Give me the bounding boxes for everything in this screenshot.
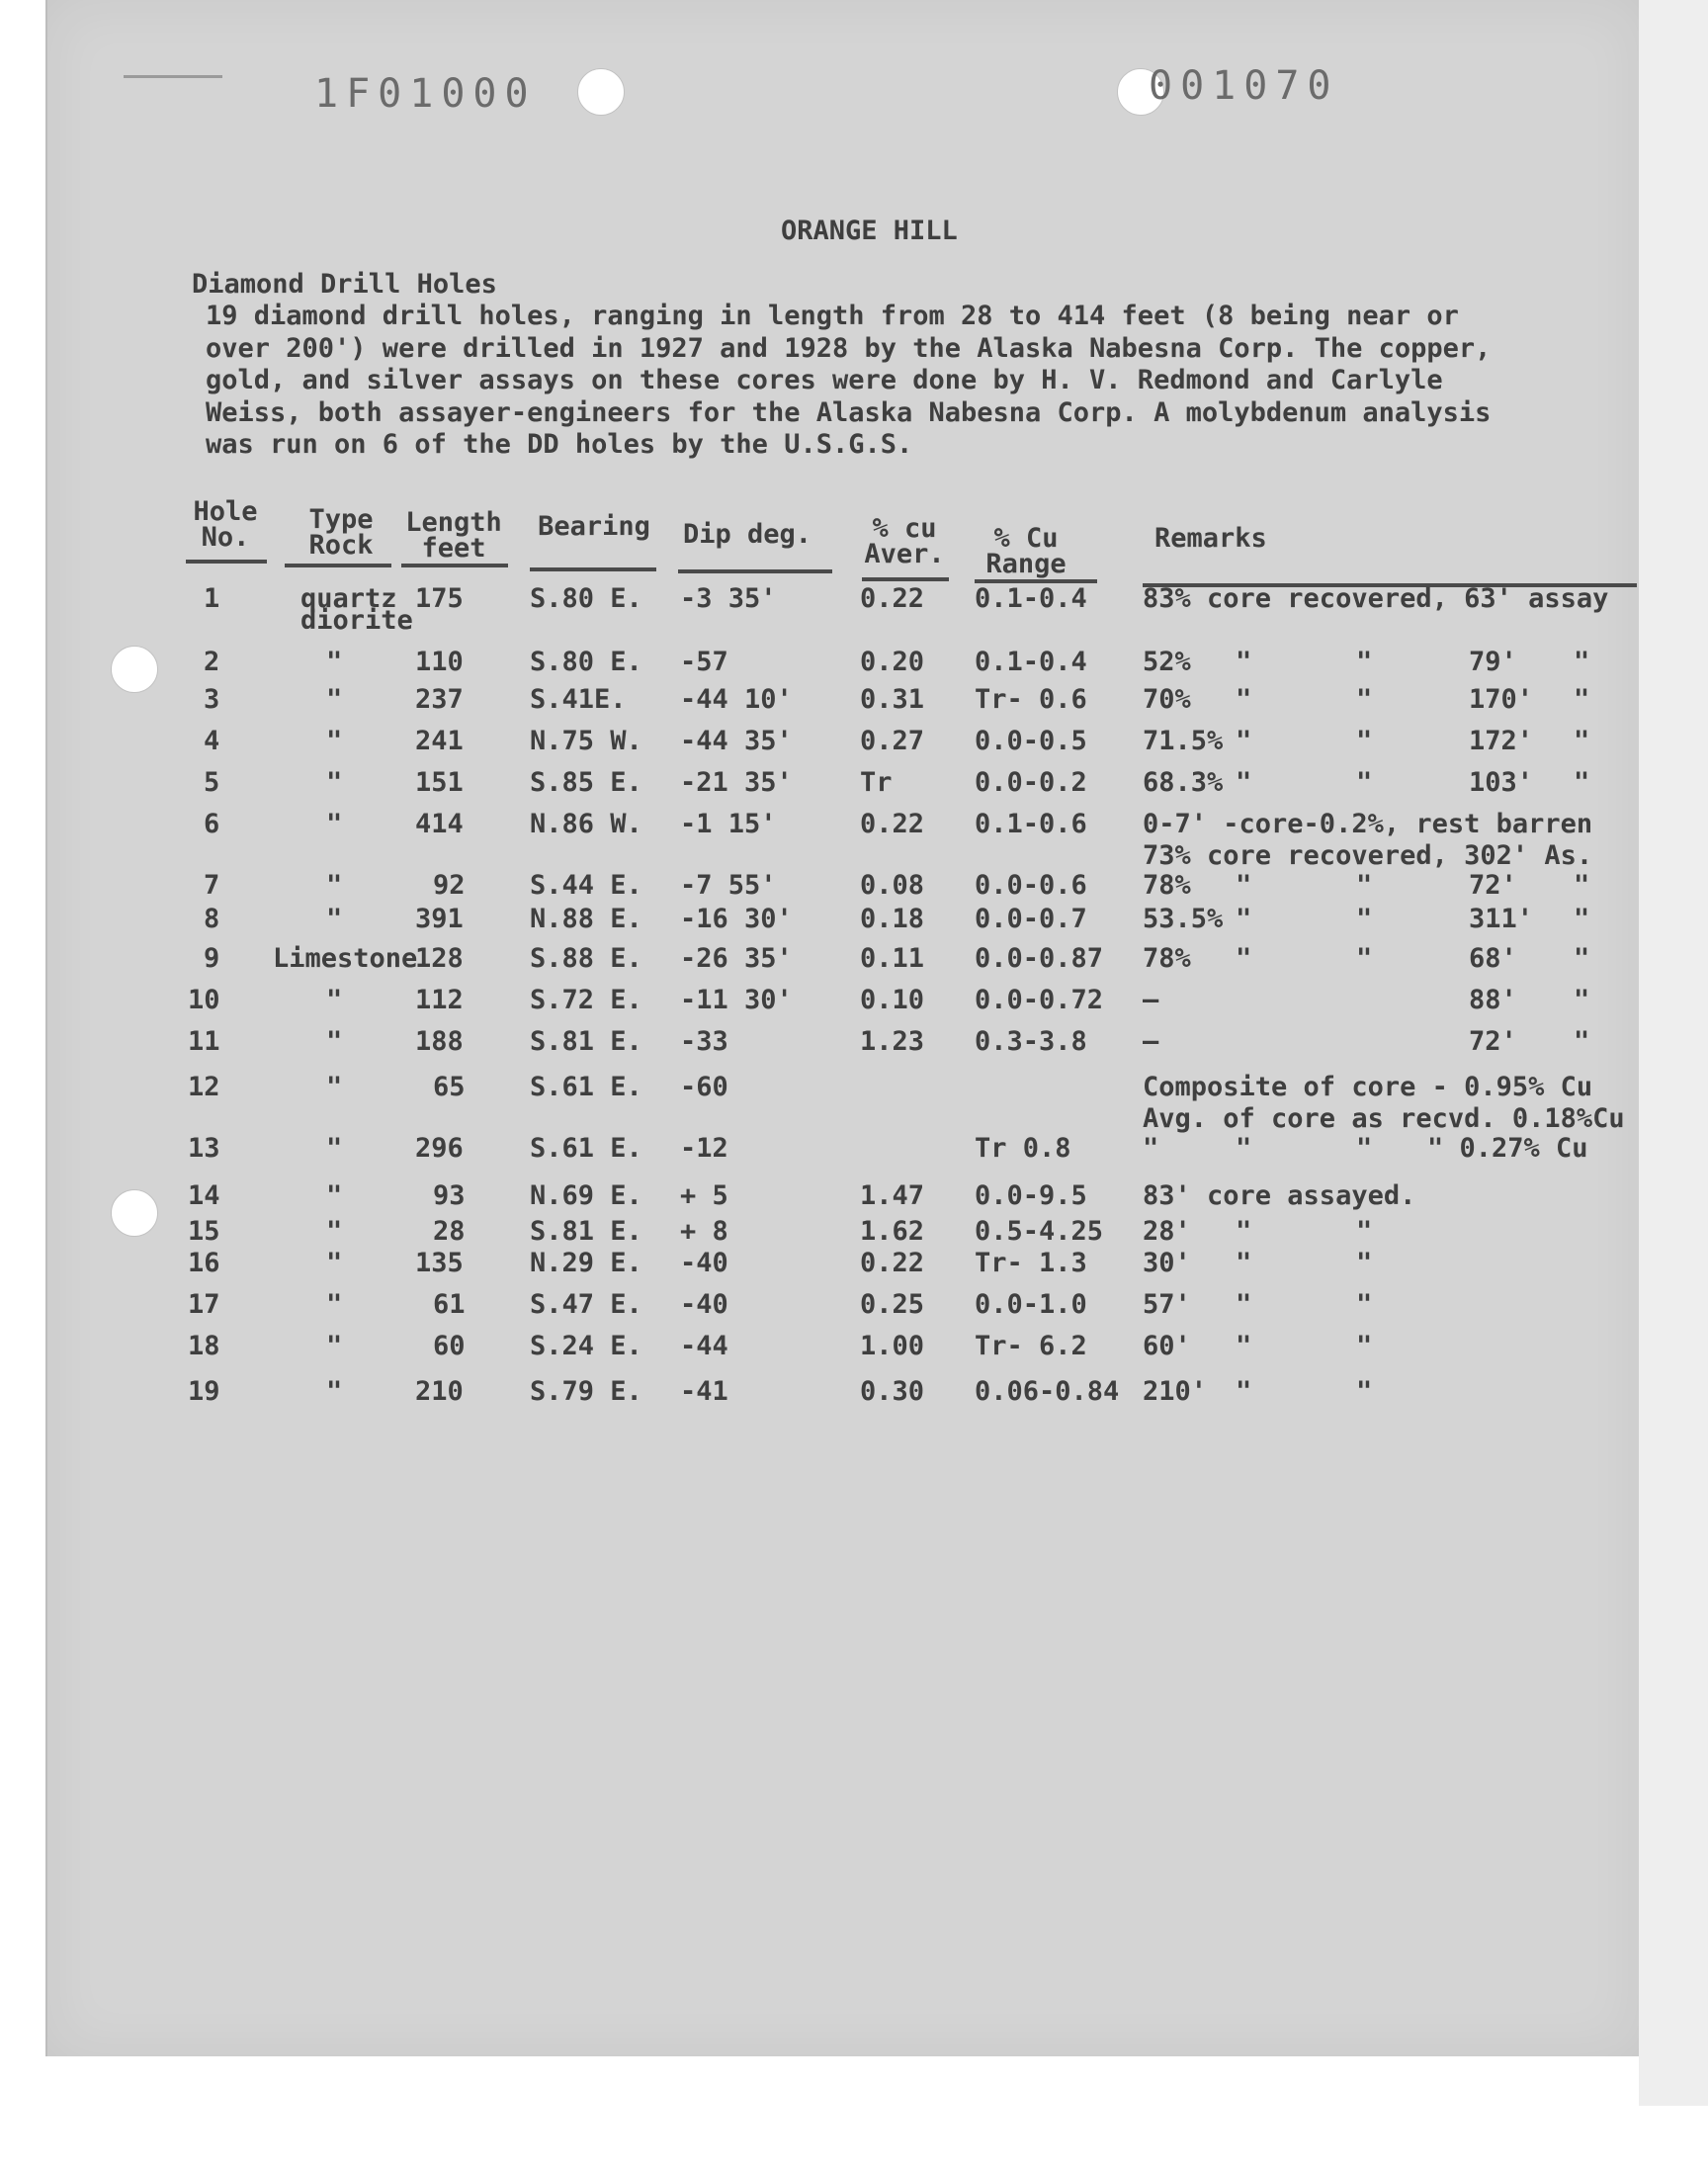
cell-type-rock: " bbox=[326, 1180, 343, 1211]
cell-remarks-ditto: " bbox=[1236, 904, 1252, 934]
cell-remarks: 78% bbox=[1143, 870, 1191, 901]
cell-remarks-footage: 88' bbox=[1469, 985, 1517, 1015]
cell-length: 241 bbox=[415, 726, 464, 756]
cell-remarks-ditto: " bbox=[1356, 870, 1373, 901]
cell-cu-range: 0.1-0.4 bbox=[975, 583, 1087, 614]
cell-length: 128 bbox=[415, 943, 464, 974]
punch-hole bbox=[577, 68, 625, 116]
cell-remarks: 68.3% bbox=[1143, 767, 1224, 798]
cell-remarks-ditto: " bbox=[1574, 1026, 1590, 1057]
cell-cu-aver: 0.08 bbox=[860, 870, 925, 901]
cell-remarks: 28' bbox=[1143, 1216, 1191, 1247]
cell-remarks-ditto: " bbox=[1574, 985, 1590, 1015]
cell-remarks-footage: 72' bbox=[1469, 870, 1517, 901]
paragraph-line: was run on 6 of the DD holes by the U.S.G.S. bbox=[206, 429, 913, 460]
cell-remarks-ditto: " bbox=[1356, 1331, 1373, 1361]
cell-dip: -60 bbox=[680, 1072, 728, 1102]
header-rule bbox=[285, 564, 391, 567]
cell-hole-no: 5 bbox=[204, 767, 220, 798]
header-length-feet: Length feet bbox=[405, 507, 502, 564]
cell-remarks-ditto: " bbox=[1236, 1331, 1252, 1361]
cell-dip: -41 bbox=[680, 1376, 728, 1407]
stamp-number-left: 1F01000 bbox=[314, 71, 537, 117]
cell-cu-aver: 0.27 bbox=[860, 726, 925, 756]
cell-hole-no: 10 bbox=[188, 985, 220, 1015]
cell-bearing: S.80 E. bbox=[530, 647, 642, 677]
cell-type-rock: " bbox=[326, 904, 343, 934]
header-dip: Dip deg. bbox=[682, 519, 812, 550]
cell-length: 110 bbox=[415, 647, 464, 677]
cell-cu-aver: 0.22 bbox=[860, 1248, 925, 1278]
cell-length: 92 bbox=[433, 870, 466, 901]
cell-remarks-footage: 170' bbox=[1469, 684, 1534, 715]
cell-bearing: N.75 W. bbox=[530, 726, 642, 756]
cell-remarks: 57' bbox=[1143, 1289, 1191, 1320]
cell-remarks: 60' bbox=[1143, 1331, 1191, 1361]
cell-remarks-ditto: " bbox=[1356, 1133, 1373, 1164]
cell-remarks: 83' core assayed. bbox=[1143, 1180, 1416, 1211]
cell-cu-range: Tr- 1.3 bbox=[975, 1248, 1087, 1278]
cell-cu-aver: 1.62 bbox=[860, 1216, 925, 1247]
cell-length: 65 bbox=[433, 1072, 466, 1102]
cell-bearing: S.61 E. bbox=[530, 1072, 642, 1102]
cell-dip: -12 bbox=[680, 1133, 728, 1164]
header-cu-aver: % cu Aver. bbox=[864, 513, 945, 569]
paragraph-line: over 200') were drilled in 1927 and 1928 by the Alaska Nabesna Corp. The copper, bbox=[206, 332, 1492, 364]
cell-remarks-ditto: " bbox=[1356, 1289, 1373, 1320]
cell-cu-aver: 0.22 bbox=[860, 583, 925, 614]
cell-bearing: S.81 E. bbox=[530, 1026, 642, 1057]
cell-remarks-ditto: " bbox=[1356, 943, 1373, 974]
cell-type-rock: " bbox=[326, 1026, 343, 1057]
cell-bearing: S.24 E. bbox=[530, 1331, 642, 1361]
cell-dip: -40 bbox=[680, 1248, 728, 1278]
cell-type-rock: " bbox=[326, 809, 343, 839]
cell-cu-aver: 0.10 bbox=[860, 985, 925, 1015]
cell-hole-no: 4 bbox=[204, 726, 220, 756]
cell-dip: -11 30' bbox=[680, 985, 793, 1015]
cell-cu-range: 0.0-0.5 bbox=[975, 726, 1087, 756]
cell-remarks-ditto: " bbox=[1236, 1376, 1252, 1407]
cell-remarks-ditto: " bbox=[1574, 726, 1590, 756]
cell-remarks-ditto: " bbox=[1236, 726, 1252, 756]
punch-hole bbox=[111, 1189, 158, 1237]
cell-hole-no: 11 bbox=[188, 1026, 220, 1057]
cell-bearing: S.79 E. bbox=[530, 1376, 642, 1407]
cell-remarks: " bbox=[1143, 1133, 1159, 1164]
cell-cu-range: 0.1-0.6 bbox=[975, 809, 1087, 839]
cell-cu-range: 0.06-0.84 bbox=[975, 1376, 1120, 1407]
cell-length: 237 bbox=[415, 684, 464, 715]
cell-remarks: Avg. of core as recvd. 0.18%Cu bbox=[1143, 1103, 1625, 1134]
cell-length: 188 bbox=[415, 1026, 464, 1057]
header-remarks: Remarks bbox=[1154, 523, 1267, 554]
cell-cu-aver: 0.18 bbox=[860, 904, 925, 934]
header-cu-range: % Cu Range bbox=[985, 523, 1067, 579]
cell-bearing: N.29 E. bbox=[530, 1248, 642, 1278]
cell-remarks: 83% core recovered, 63' assay bbox=[1143, 583, 1609, 614]
cell-cu-aver: 0.20 bbox=[860, 647, 925, 677]
cell-hole-no: 18 bbox=[188, 1331, 220, 1361]
cell-remarks-ditto: " bbox=[1356, 767, 1373, 798]
cell-bearing: S.41E. bbox=[530, 684, 627, 715]
cell-type-rock: " bbox=[326, 985, 343, 1015]
cell-type-rock: " bbox=[326, 1216, 343, 1247]
cell-cu-range: 0.0-9.5 bbox=[975, 1180, 1087, 1211]
cell-type-rock: Limestone bbox=[273, 943, 418, 974]
cell-length: 61 bbox=[433, 1289, 466, 1320]
cell-bearing: S.61 E. bbox=[530, 1133, 642, 1164]
cell-length: 112 bbox=[415, 985, 464, 1015]
cell-dip: + 8 bbox=[680, 1216, 728, 1247]
cell-type-rock: diorite bbox=[300, 605, 413, 636]
cell-cu-aver: Tr bbox=[860, 767, 893, 798]
cell-cu-aver: 1.23 bbox=[860, 1026, 925, 1057]
header-bearing: Bearing bbox=[538, 511, 650, 542]
cell-hole-no: 3 bbox=[204, 684, 220, 715]
cell-dip: -3 35' bbox=[680, 583, 777, 614]
header-rule bbox=[678, 569, 832, 573]
cell-hole-no: 13 bbox=[188, 1133, 220, 1164]
cell-remarks: 53.5% bbox=[1143, 904, 1224, 934]
cell-remarks-ditto: " bbox=[1574, 767, 1590, 798]
cell-dip: -44 35' bbox=[680, 726, 793, 756]
cell-dip: -1 15' bbox=[680, 809, 777, 839]
cell-dip: -33 bbox=[680, 1026, 728, 1057]
cell-dip: -21 35' bbox=[680, 767, 793, 798]
header-type-rock: Type Rock bbox=[308, 504, 374, 561]
cell-type-rock: " bbox=[326, 1331, 343, 1361]
cell-hole-no: 12 bbox=[188, 1072, 220, 1102]
header-rule bbox=[186, 560, 267, 564]
cell-bearing: S.85 E. bbox=[530, 767, 642, 798]
cell-type-rock: " bbox=[326, 1133, 343, 1164]
cell-length: 414 bbox=[415, 809, 464, 839]
header-rule bbox=[862, 577, 949, 581]
cell-remarks-ditto: " bbox=[1574, 904, 1590, 934]
cell-remarks-ditto: " bbox=[1356, 647, 1373, 677]
scan-margin bbox=[1639, 0, 1708, 2106]
pencil-mark bbox=[124, 75, 222, 78]
cell-cu-range: 0.0-1.0 bbox=[975, 1289, 1087, 1320]
header-hole-no: Hole No. bbox=[193, 496, 258, 553]
cell-remarks: — bbox=[1143, 1026, 1159, 1057]
cell-remarks-footage: 79' bbox=[1469, 647, 1517, 677]
cell-type-rock: " bbox=[326, 870, 343, 901]
cell-remarks: — bbox=[1143, 985, 1159, 1015]
cell-remarks: 52% bbox=[1143, 647, 1191, 677]
cell-length: 296 bbox=[415, 1133, 464, 1164]
punch-hole bbox=[111, 646, 158, 693]
cell-length: 210 bbox=[415, 1376, 464, 1407]
cell-cu-aver: 0.11 bbox=[860, 943, 925, 974]
cell-remarks: 71.5% bbox=[1143, 726, 1224, 756]
cell-remarks-ditto: " bbox=[1236, 870, 1252, 901]
cell-remarks-ditto: " bbox=[1236, 767, 1252, 798]
cell-bearing: S.44 E. bbox=[530, 870, 642, 901]
cell-remarks-footage: 68' bbox=[1469, 943, 1517, 974]
cell-cu-range: 0.0-0.87 bbox=[975, 943, 1104, 974]
cell-dip: -7 55' bbox=[680, 870, 777, 901]
cell-hole-no: 15 bbox=[188, 1216, 220, 1247]
cell-length: 391 bbox=[415, 904, 464, 934]
cell-remarks-ditto: " bbox=[1236, 943, 1252, 974]
cell-remarks-ditto: " bbox=[1236, 1133, 1252, 1164]
cell-length: 60 bbox=[433, 1331, 466, 1361]
cell-bearing: N.69 E. bbox=[530, 1180, 642, 1211]
cell-bearing: S.88 E. bbox=[530, 943, 642, 974]
cell-hole-no: 7 bbox=[204, 870, 220, 901]
cell-remarks-ditto: " bbox=[1574, 684, 1590, 715]
cell-cu-range: Tr 0.8 bbox=[975, 1133, 1071, 1164]
cell-cu-range: 0.0-0.7 bbox=[975, 904, 1087, 934]
cell-length: 135 bbox=[415, 1248, 464, 1278]
cell-dip: -44 10' bbox=[680, 684, 793, 715]
header-rule bbox=[530, 567, 656, 571]
cell-remarks-ditto: " bbox=[1356, 684, 1373, 715]
cell-remarks: 30' bbox=[1143, 1248, 1191, 1278]
header-rule bbox=[401, 564, 508, 567]
cell-bearing: S.47 E. bbox=[530, 1289, 642, 1320]
cell-cu-range: Tr- 6.2 bbox=[975, 1331, 1087, 1361]
cell-type-rock: " bbox=[326, 1376, 343, 1407]
cell-type-rock: " bbox=[326, 1289, 343, 1320]
cell-cu-range: 0.3-3.8 bbox=[975, 1026, 1087, 1057]
cell-length: 151 bbox=[415, 767, 464, 798]
cell-hole-no: 2 bbox=[204, 647, 220, 677]
cell-type-rock: " bbox=[326, 767, 343, 798]
cell-bearing: S.81 E. bbox=[530, 1216, 642, 1247]
cell-length: 93 bbox=[433, 1180, 466, 1211]
cell-length: 175 bbox=[415, 583, 464, 614]
cell-length: 28 bbox=[433, 1216, 466, 1247]
cell-hole-no: 17 bbox=[188, 1289, 220, 1320]
cell-hole-no: 6 bbox=[204, 809, 220, 839]
paragraph-line: Weiss, both assayer-engineers for the Alaska Nabesna Corp. A molybdenum analysis bbox=[206, 396, 1492, 428]
cell-remarks: 73% core recovered, 302' As. bbox=[1143, 840, 1593, 871]
cell-bearing: N.86 W. bbox=[530, 809, 642, 839]
section-heading: Diamond Drill Holes bbox=[192, 269, 497, 300]
cell-dip: -44 bbox=[680, 1331, 728, 1361]
cell-bearing: N.88 E. bbox=[530, 904, 642, 934]
cell-hole-no: 19 bbox=[188, 1376, 220, 1407]
cell-remarks-footage: 172' bbox=[1469, 726, 1534, 756]
cell-remarks-ditto: " bbox=[1356, 1248, 1373, 1278]
cell-remarks-ditto: " bbox=[1574, 870, 1590, 901]
cell-remarks-ditto: " bbox=[1236, 1248, 1252, 1278]
cell-cu-aver: 0.31 bbox=[860, 684, 925, 715]
cell-dip: -26 35' bbox=[680, 943, 793, 974]
cell-type-rock: " bbox=[326, 1248, 343, 1278]
cell-bearing: S.80 E. bbox=[530, 583, 642, 614]
cell-hole-no: 14 bbox=[188, 1180, 220, 1211]
cell-dip: -57 bbox=[680, 647, 728, 677]
cell-bearing: S.72 E. bbox=[530, 985, 642, 1015]
cell-remarks: 0-7' -core-0.2%, rest barren bbox=[1143, 809, 1593, 839]
cell-remarks-ditto: " bbox=[1236, 1216, 1252, 1247]
cell-dip: -16 30' bbox=[680, 904, 793, 934]
cell-hole-no: 16 bbox=[188, 1248, 220, 1278]
cell-remarks-ditto: " bbox=[1356, 1216, 1373, 1247]
cell-cu-aver: 0.30 bbox=[860, 1376, 925, 1407]
cell-remarks-ditto: " bbox=[1356, 726, 1373, 756]
cell-remarks-footage: 311' bbox=[1469, 904, 1534, 934]
cell-cu-range: Tr- 0.6 bbox=[975, 684, 1087, 715]
cell-remarks-ditto: " bbox=[1236, 1289, 1252, 1320]
cell-hole-no: 8 bbox=[204, 904, 220, 934]
cell-remarks-ditto: " bbox=[1236, 647, 1252, 677]
cell-dip: -40 bbox=[680, 1289, 728, 1320]
cell-type-rock: " bbox=[326, 647, 343, 677]
cell-remarks-footage: " 0.27% Cu bbox=[1427, 1133, 1588, 1164]
cell-hole-no: 9 bbox=[204, 943, 220, 974]
cell-type-rock: quartz bbox=[300, 583, 397, 614]
cell-remarks-ditto: " bbox=[1356, 1376, 1373, 1407]
intro-paragraph bbox=[206, 301, 1589, 462]
cell-cu-range: 0.0-0.6 bbox=[975, 870, 1087, 901]
cell-remarks: Composite of core - 0.95% Cu bbox=[1143, 1072, 1593, 1102]
cell-remarks: 78% bbox=[1143, 943, 1191, 974]
stamp-number-right: 001070 bbox=[1149, 63, 1339, 109]
cell-remarks-footage: 72' bbox=[1469, 1026, 1517, 1057]
cell-type-rock: " bbox=[326, 726, 343, 756]
cell-dip: + 5 bbox=[680, 1180, 728, 1211]
cell-type-rock: " bbox=[326, 684, 343, 715]
cell-cu-range: 0.0-0.2 bbox=[975, 767, 1087, 798]
cell-remarks-ditto: " bbox=[1356, 904, 1373, 934]
cell-cu-range: 0.5-4.25 bbox=[975, 1216, 1104, 1247]
cell-cu-aver: 1.47 bbox=[860, 1180, 925, 1211]
cell-cu-range: 0.1-0.4 bbox=[975, 647, 1087, 677]
cell-remarks-ditto: " bbox=[1574, 647, 1590, 677]
cell-cu-aver: 0.22 bbox=[860, 809, 925, 839]
cell-remarks: 70% bbox=[1143, 684, 1191, 715]
cell-cu-aver: 0.25 bbox=[860, 1289, 925, 1320]
cell-hole-no: 1 bbox=[204, 583, 220, 614]
cell-remarks: 210' bbox=[1143, 1376, 1208, 1407]
cell-cu-range: 0.0-0.72 bbox=[975, 985, 1104, 1015]
cell-remarks-ditto: " bbox=[1236, 684, 1252, 715]
paragraph-line: 19 diamond drill holes, ranging in length from 28 to 414 feet (8 being near or bbox=[206, 301, 1459, 331]
paragraph-line: gold, and silver assays on these cores were done by H. V. Redmond and Carlyle bbox=[206, 365, 1443, 395]
cell-cu-aver: 1.00 bbox=[860, 1331, 925, 1361]
cell-remarks-footage: 103' bbox=[1469, 767, 1534, 798]
cell-type-rock: " bbox=[326, 1072, 343, 1102]
cell-remarks-ditto: " bbox=[1574, 943, 1590, 974]
document-title: ORANGE HILL bbox=[781, 216, 958, 246]
